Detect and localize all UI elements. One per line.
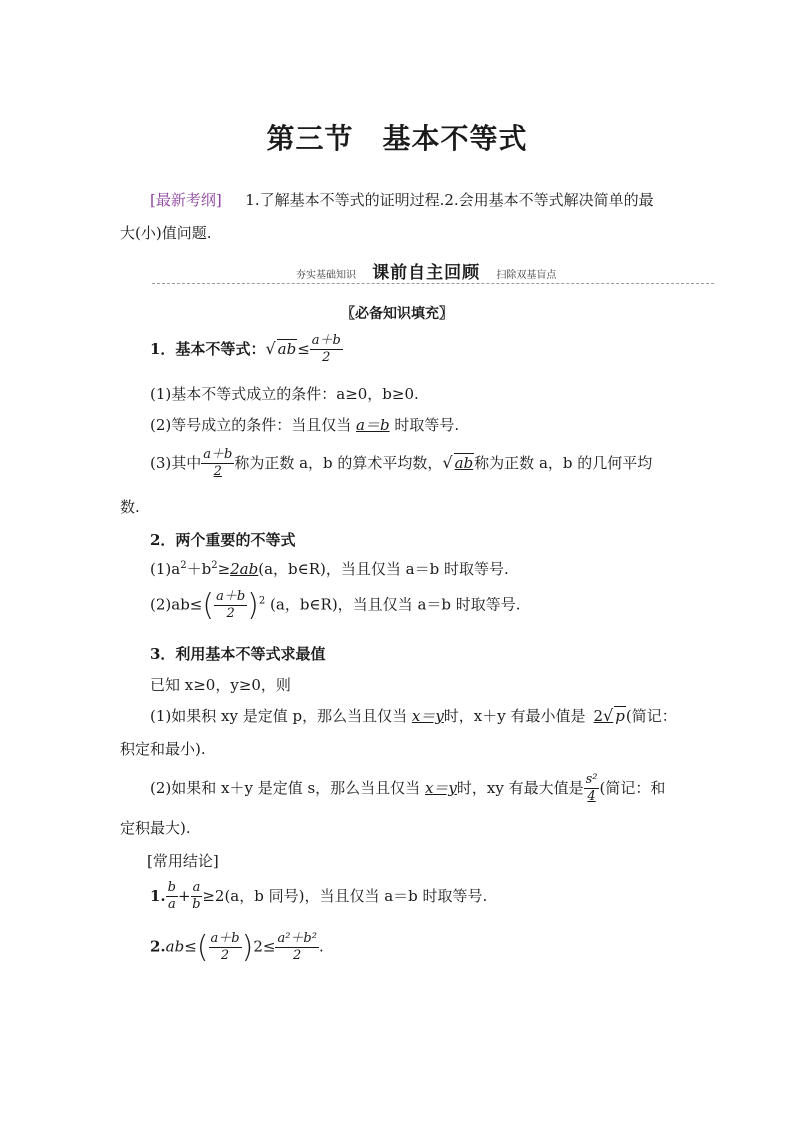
c1-plus: + xyxy=(178,886,191,905)
c2-f1-num: a＋b xyxy=(209,931,242,948)
outline-line-1 xyxy=(150,189,654,210)
c1-f2-num: a xyxy=(191,880,203,897)
s1-heading-line xyxy=(150,333,343,367)
paren-left: ( xyxy=(202,588,215,623)
s3-c1-pre: (1)如果积 xy 是定值 p，那么当且仅当 xyxy=(150,707,412,725)
s3-c1-answer: x＝y xyxy=(411,707,444,725)
s2-c1-answer: 2ab xyxy=(230,560,259,578)
s3-c2-frac-den: 4 xyxy=(587,789,596,805)
conclusion-1-frac-2 xyxy=(191,880,203,914)
bracket-left: 〖 xyxy=(341,306,355,322)
banner-divider xyxy=(152,283,714,284)
conclusion-2 xyxy=(150,930,324,965)
s3-heading: 3．利用基本不等式求最值 xyxy=(150,645,326,663)
c1-f1-num: b xyxy=(166,880,178,897)
conclusion-2-frac-2 xyxy=(275,931,319,965)
s1-c2-line xyxy=(150,414,459,435)
s2-c1-mid: ＋b xyxy=(186,560,212,578)
s3-c1-post: (简记： xyxy=(625,707,677,725)
s3-c2-post: (简记：和 xyxy=(599,778,666,797)
s2-c1-line xyxy=(150,558,509,579)
s1-c2-pre: (2)等号成立的条件：当且仅当 xyxy=(150,416,357,434)
s1-sqrt-ab: ab xyxy=(277,339,297,358)
s2-c1-post: (a，b∈R)，当且仅当 a＝b 时取等号. xyxy=(258,560,509,578)
paren-right-2: ) xyxy=(241,930,254,965)
c2-f2-den: 2 xyxy=(293,948,302,963)
conclusion-1 xyxy=(150,880,487,914)
s1-c3-end: 数. xyxy=(120,498,140,516)
s1-leq: ≤ xyxy=(297,339,310,358)
banner-left: 夯实基础知识 xyxy=(296,270,356,281)
s3-c1-end: 积定和最小). xyxy=(120,740,206,758)
s1-heading: 1．基本不等式： xyxy=(150,339,266,358)
s1-c3-sqrt: ab xyxy=(454,453,474,472)
s1-c3-pre: (3)其中 xyxy=(150,453,202,472)
conclusions-heading: [常用结论] xyxy=(147,852,219,870)
conclusion-1-frac-1 xyxy=(166,880,178,914)
s3-c1-sqrt: p xyxy=(615,707,625,725)
c2-f2-num: a²＋b² xyxy=(275,931,319,948)
s2-c2-frac-num: a＋b xyxy=(214,589,247,606)
sqrt-symbol: √ xyxy=(265,338,276,358)
box-title: 必备知识填充 xyxy=(355,306,439,322)
s2-c1-pre: (1)a xyxy=(150,560,181,578)
s2-heading: 2．两个重要的不等式 xyxy=(150,531,296,549)
sqrt-symbol-3: √ xyxy=(603,706,614,725)
s3-given: 已知 x≥0，y≥0，则 xyxy=(150,676,291,694)
paren-right: ) xyxy=(247,588,259,623)
conclusion-1-num: 1. xyxy=(150,886,166,905)
s2-c2-fraction xyxy=(214,589,247,623)
s1-c3-frac-num: a＋b xyxy=(201,447,234,464)
s2-c2-post: (a，b∈R)，当且仅当 a＝b 时取等号. xyxy=(265,595,521,614)
s3-c1-mid: 时，x＋y 有最小值是 xyxy=(443,707,586,725)
banner-main: 课前自主回顾 xyxy=(372,263,481,283)
s3-c2-end: 定积最大). xyxy=(120,819,191,837)
conclusion-2-frac-1 xyxy=(209,931,242,965)
s3-c2-line xyxy=(150,772,665,806)
s3-c1-coef: 2 xyxy=(593,707,604,725)
s2-c1-sup2: 2 xyxy=(211,560,218,571)
s1-c2-post: 时取等号. xyxy=(389,416,460,434)
outline-tag: [最新考纲] xyxy=(150,191,222,209)
page-title: 第三节 基本不等式 xyxy=(266,122,528,155)
s1-c3-line xyxy=(150,447,652,481)
c1-f1-den: a xyxy=(167,897,176,913)
s2-c2-pre: (2)ab≤ xyxy=(150,595,203,614)
s2-c1-geq: ≥ xyxy=(217,560,231,578)
conclusion-2-num: 2. xyxy=(150,937,166,956)
s3-c2-answer: x＝y xyxy=(424,778,457,797)
c1-f2-den: b xyxy=(192,897,201,913)
outline-line-2: 大(小)值问题. xyxy=(120,224,212,242)
s1-c3-post: 称为正数 a，b 的几何平均 xyxy=(474,453,653,472)
conclusion-2-pre: ab≤ xyxy=(165,937,197,956)
s3-c2-fraction xyxy=(584,772,600,806)
section-banner xyxy=(296,258,556,283)
sqrt-symbol-2: √ xyxy=(442,452,453,472)
s3-c2-mid: 时，xy 有最大值是 xyxy=(456,778,584,797)
s3-c2-frac-num: s² xyxy=(584,772,600,789)
s1-c2-answer: a＝b xyxy=(356,416,390,434)
c2-f1-den: 2 xyxy=(220,948,230,963)
s2-c2-sup: 2 xyxy=(258,595,266,607)
conclusion-1-post: ≥2(a，b 同号)，当且仅当 a＝b 时取等号. xyxy=(202,886,488,905)
s1-c3-frac-den: 2 xyxy=(213,464,222,480)
c2-sup: 2 xyxy=(253,937,263,956)
s3-c2-pre: (2)如果和 x＋y 是定值 s，那么当且仅当 xyxy=(150,778,425,797)
bracket-right: 〗 xyxy=(439,306,453,322)
paren-left-2: ( xyxy=(196,930,209,965)
s2-c1-sup1: 2 xyxy=(180,560,187,571)
s2-c2-line xyxy=(150,588,521,623)
s1-c3-mid: 称为正数 a，b 的算术平均数， xyxy=(234,453,443,472)
s3-c1-line xyxy=(150,705,677,726)
banner-right: 扫除双基盲点 xyxy=(496,270,557,281)
c2-leq: ≤ xyxy=(262,937,276,956)
box-title-wrap xyxy=(0,303,794,323)
outline-text-1: 1.了解基本不等式的证明过程.2.会用基本不等式解决简单的最 xyxy=(245,191,654,209)
s1-c1: (1)基本不等式成立的条件：a≥0，b≥0. xyxy=(150,385,419,403)
s2-c2-frac-den: 2 xyxy=(226,606,235,621)
s1-fraction xyxy=(310,333,343,367)
c2-end: . xyxy=(318,937,324,956)
s1-frac-den: 2 xyxy=(322,350,331,366)
s1-c3-fraction xyxy=(201,447,234,481)
s1-frac-num: a＋b xyxy=(310,333,343,350)
s3-c1-value xyxy=(594,707,626,725)
